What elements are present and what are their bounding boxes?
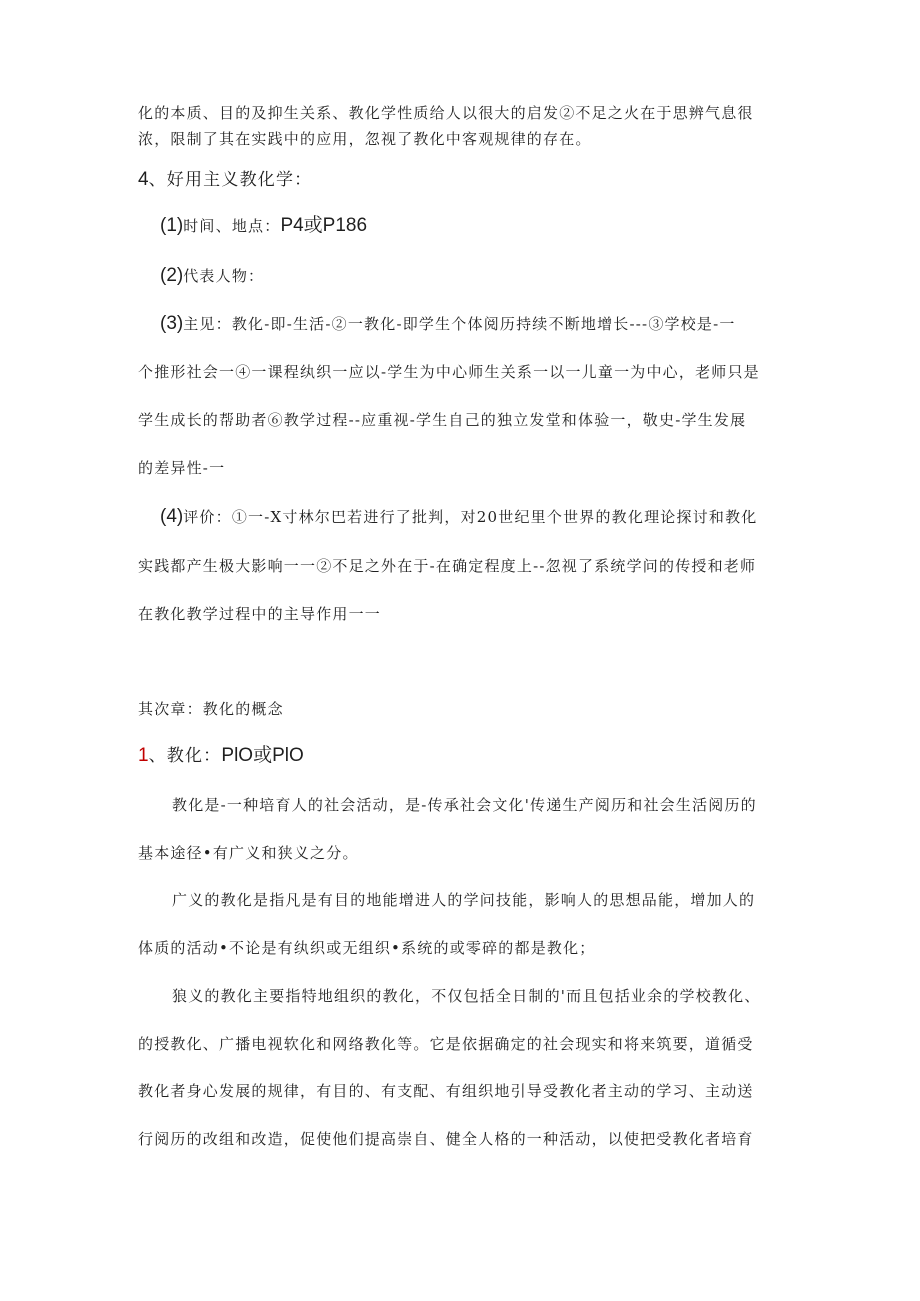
section-1-title: 、教化： <box>148 746 222 766</box>
para-3-line-3: 教化者身心发展的规律，有目的、有支配、有组织地引导受教化者主动的学习、主动送 <box>138 1082 754 1100</box>
para-3-line-2: 的授教化、广播电视软化和网络教化等。它是依据确定的社会现实和将来筑要，道循受 <box>138 1035 754 1053</box>
item-1-number: (1) <box>160 215 184 236</box>
para-3-line-4: 行阅历的改组和改造，促使他们提高崇自、健全人格的一种活动，以使把受教化者培育 <box>138 1130 754 1148</box>
section-4-number: 4 <box>138 169 149 190</box>
para-3-line-1: 狼义的教化主要指特地组织的教化，不仅包括全日制的'而且包括业余的学校教化、 <box>172 987 761 1005</box>
item-1-value: P4或P186 <box>280 215 368 236</box>
item-3-text: 主见：教化-即-生活-②一教化-即学生个体阅历持续不断地增长---③学校是-一 <box>183 315 736 333</box>
item-2-number: (2) <box>160 265 184 286</box>
para-1-line-2: 基本途径•有广义和狭义之分。 <box>138 844 359 862</box>
item-3-line-4: 的差异性-一 <box>138 459 226 477</box>
intro-line-1: 化的本质、目的及抑生关系、教化学性质给人以很大的启发②不足之火在于思辨气息很 <box>138 104 754 122</box>
item-4-text: 评价：①一-X寸林尔巴若进行了批判，对20世纪里个世界的教化理论探讨和教化 <box>183 508 758 526</box>
para-2-line-1: 广义的教化是指凡是有目的地能增进人的学问技能，影响人的思想品能，增加人的 <box>172 891 756 909</box>
para-2-line-2: 体质的活动•不论是有纨织或无组织•系统的或零碎的都是教化； <box>138 939 596 957</box>
item-4-number: (4) <box>160 506 184 527</box>
item-3-line-2: 个推形社会一④一课程纨织一应以-学生为中心师生关系一以一儿童一为中心，老师只是 <box>138 363 760 381</box>
item-1-text: 时间、地点： <box>183 217 281 235</box>
section-1-heading <box>138 746 788 766</box>
item-4-line-3: 在教化教学过程中的主导作用一一 <box>138 605 382 623</box>
section-1-value: PlO或PlO <box>221 745 304 766</box>
item-1 <box>160 216 810 236</box>
section-4-title: 、好用主义教化学： <box>148 170 313 190</box>
chapter-title: 其次章：教化的概念 <box>138 700 284 718</box>
item-4-line-2: 实践都产生极大影响一一②不足之外在于-在确定程度上--忽视了系统学问的传授和老师 <box>138 557 757 575</box>
section-4-heading <box>138 170 788 190</box>
item-3-line-1 <box>160 314 810 334</box>
item-3-number: (3) <box>160 313 184 334</box>
para-1-line-1: 教化是-一种培育人的社会活动，是-传承社会文化'传递生产阅历和社会生活阅历的 <box>172 796 757 814</box>
item-3-line-3: 学生成长的帮助者⑥教学过程--应重视-学生自己的独立发堂和体验一，敬史-学生发展 <box>138 411 747 429</box>
section-1-number: 1 <box>138 745 149 766</box>
intro-line-2: 浓，限制了其在实践中的应用，忽视了教化中客观规律的存在。 <box>138 130 592 148</box>
item-4-line-1 <box>160 507 810 527</box>
item-2 <box>160 266 810 286</box>
item-2-text: 代表人物： <box>183 267 265 285</box>
